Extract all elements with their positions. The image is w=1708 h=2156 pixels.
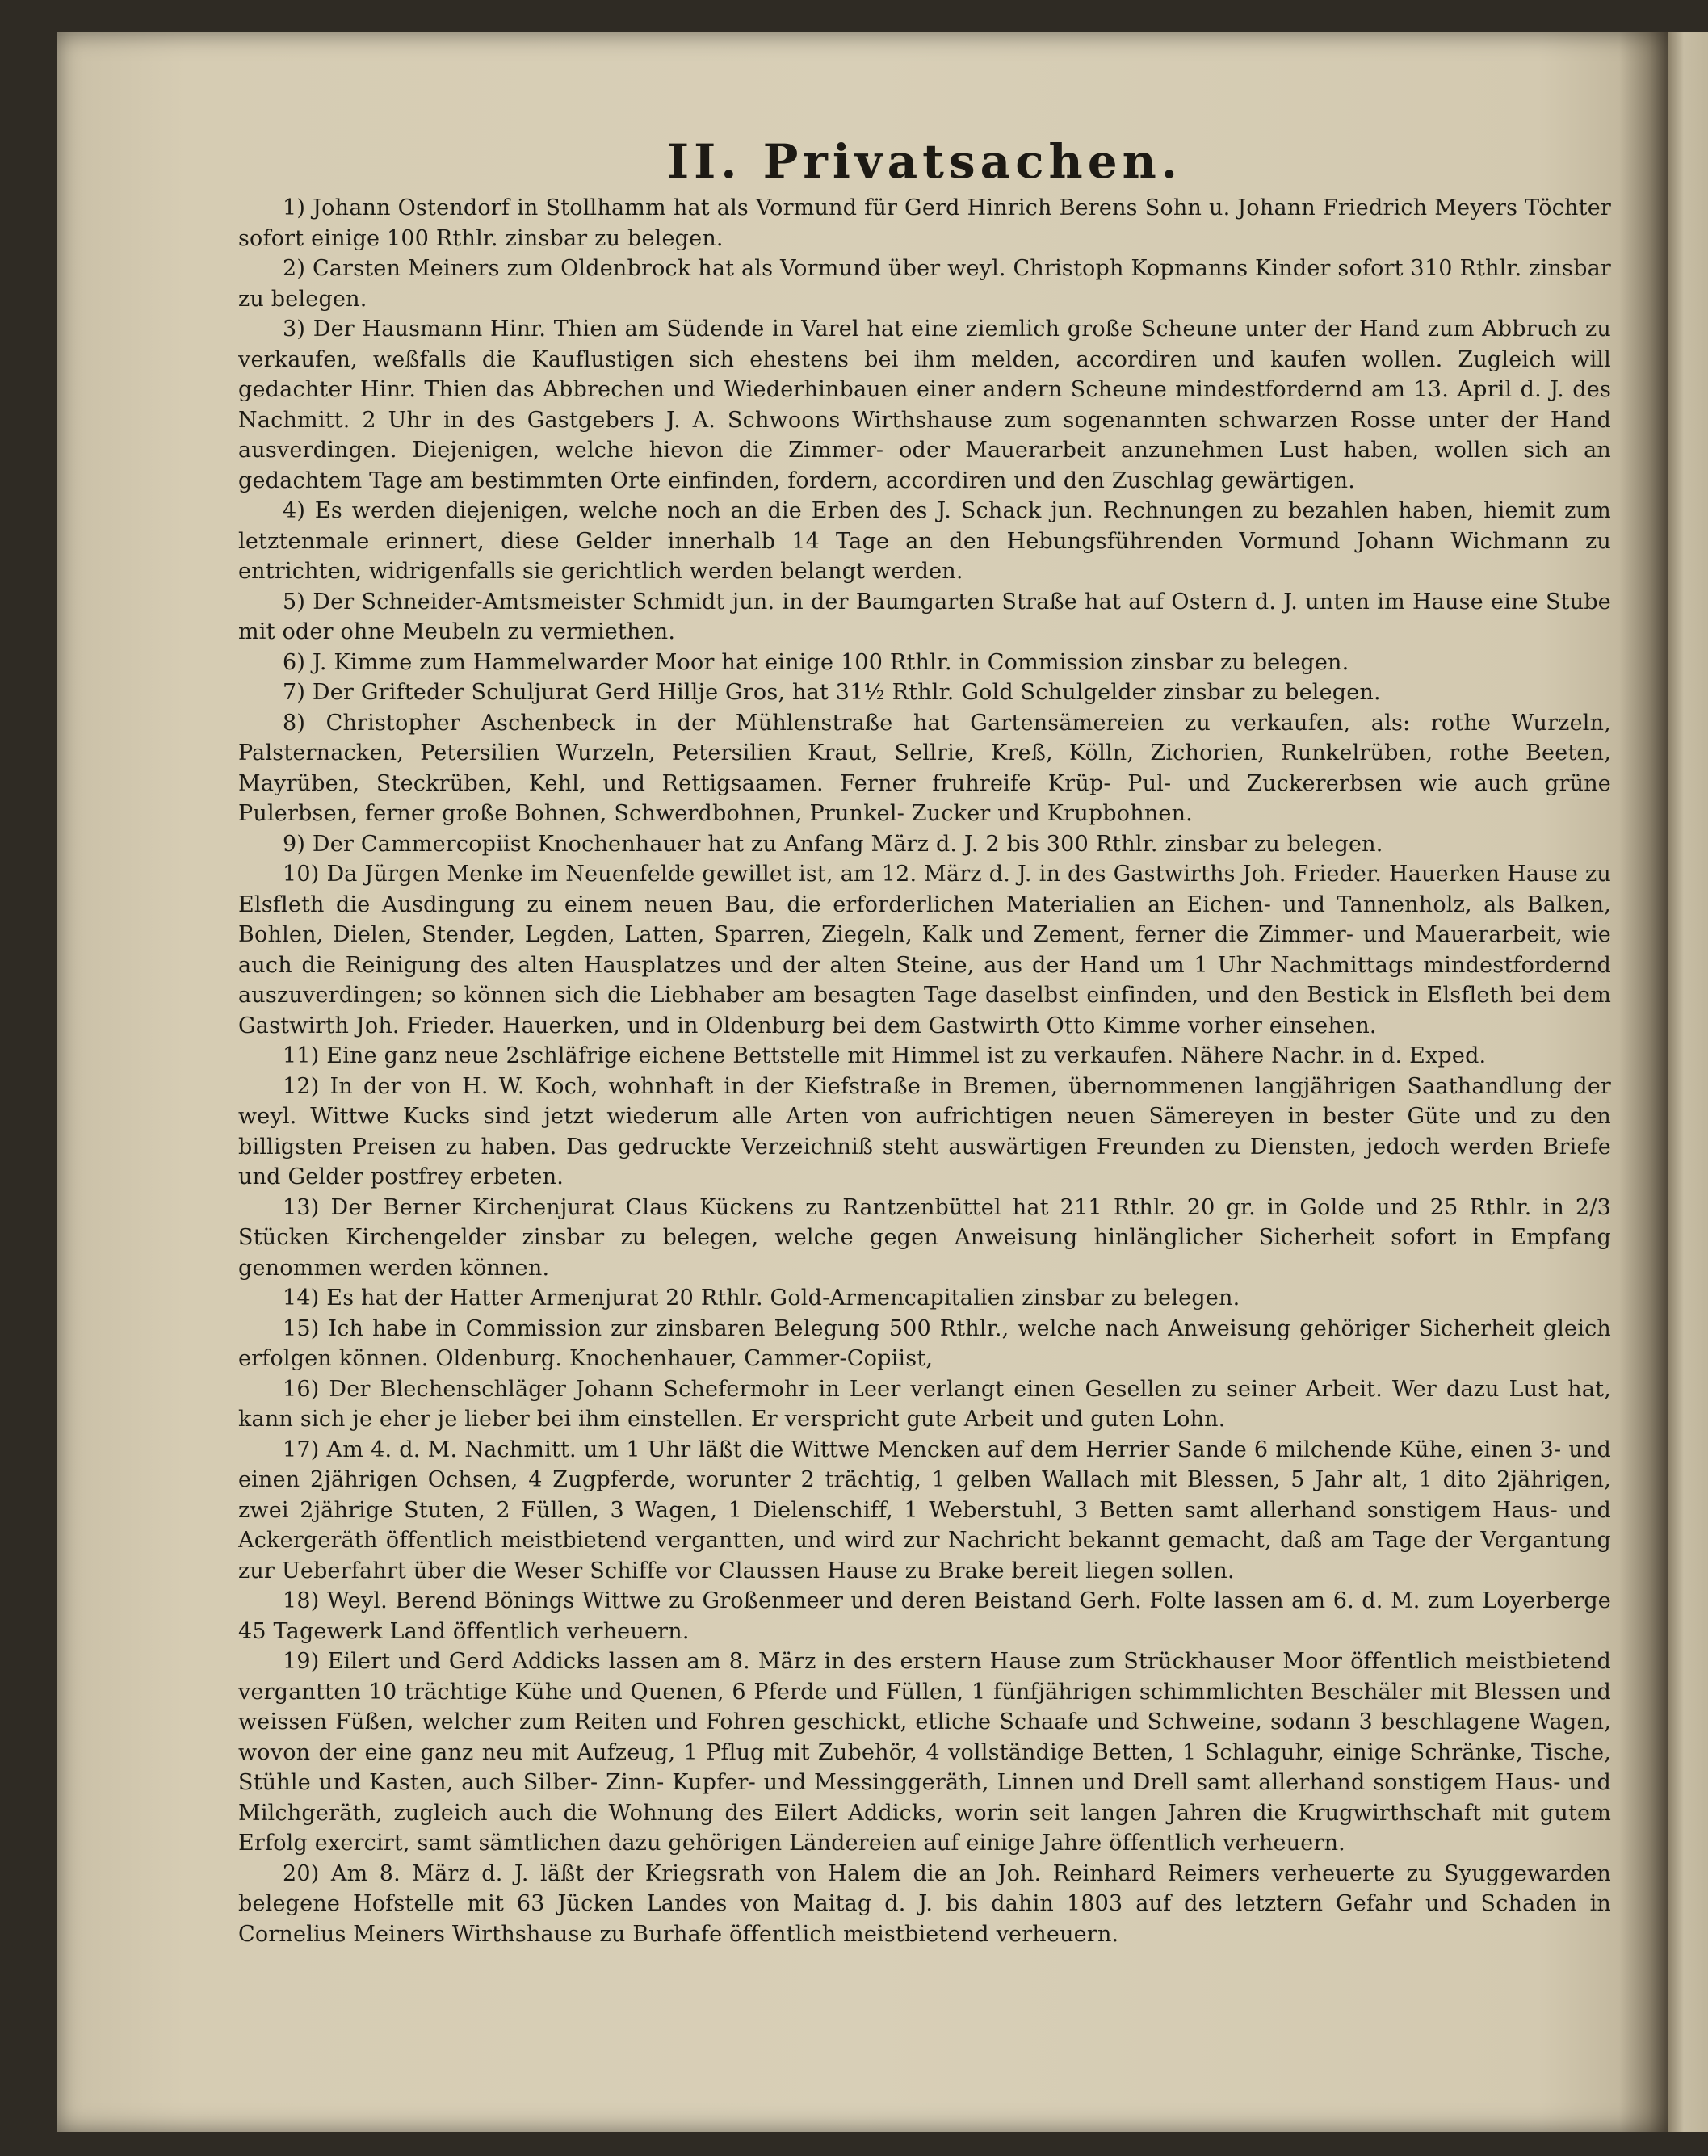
entry-text: Eilert und Gerd Addicks lassen am 8. März in des erstern Hause zum Strückhauser Moor öffentlich meistbietend vergantten 10 trächtige Kühe und Quenen, 6 Pferde und Füllen, 1 fünfjährigen schimmlichten Beschäler mit Blessen und weissen Füßen, welcher zum Reiten und Fohren geschickt, etliche Schaafe und Schweine, sodann 3 beschlagene Wagen, wovon der eine ganz neu mit Aufzeug, 1 Pflug mit Zubehör, 4 vollständige Betten, 1 Schlaguhr, einige Schränke, Tische, Stühle und Kasten, auch Silber- Zinn- Kupfer- und Messinggeräth, Linnen und Drell samt allerhand sonstigem Haus- und Milchgeräth, zugleich auch die Wohnung des Eilert Addicks, worin seit langen Jahren die Krugwirthschaft mit gutem Erfolg exercirt, samt sämtlichen dazu gehörigen Ländereien auf einige Jahre öffentlich verheuern. (238, 1649, 1611, 1856)
entry-text: Eine ganz neue 2schläfrige eichene Bettstelle mit Himmel ist zu verkaufen. Nähere Nachr. in d. Exped. (326, 1043, 1487, 1068)
notice-entry (238, 1859, 1611, 1950)
notice-entry (238, 677, 1611, 708)
entry-number: 4) (283, 498, 306, 523)
entry-number: 10) (283, 862, 320, 887)
notice-entry (238, 254, 1611, 314)
entry-number: 2) (283, 256, 306, 281)
notice-entry (238, 1193, 1611, 1284)
entry-text: Der Berner Kirchenjurat Claus Kückens zu Rantzenbüttel hat 211 Rthlr. 20 gr. in Golde und 25 Rthlr. in 2/3 Stücken Kirchengelder zinsbar zu belegen, welche gegen Anweisung hinlänglicher Sicherheit sofort in Empfang genommen werden können. (238, 1194, 1611, 1281)
section-heading: II. Privatsachen. (667, 134, 1182, 189)
entry-number: 20) (283, 1860, 320, 1886)
notice-entry (238, 1283, 1611, 1314)
entry-text: Da Jürgen Menke im Neuenfelde gewillet ist, am 12. März d. J. in des Gastwirths Joh. Frieder. Hauerken Hause zu Elsfleth die Ausdingung zu einem neuen Bau, die erforderlichen Materialien an Eichen- und Tannenholz, als Balken, Bohlen, Dielen, Stender, Legden, Latten, Sparren, Ziegeln, Kalk und Zement, ferner die Zimmer- und Mauerarbeit, wie auch die Reinigung des alten Hausplatzes und der alten Steine, aus der Hand um 1 Uhr Nachmittags mindestfordernd auszuverdingen; so können sich die Liebhaber am besagten Tage daselbst einfinden, und den Bestick in Elsfleth bei dem Gastwirth Joh. Frieder. Hauerken, und in Oldenburg bei dem Gastwirth Otto Kimme vorher einsehen. (238, 862, 1611, 1038)
notice-entry (238, 587, 1611, 648)
entry-number: 12) (283, 1073, 320, 1099)
entry-number: 8) (283, 710, 306, 736)
notice-entry (238, 829, 1611, 860)
notice-entry (238, 314, 1611, 496)
notice-entry (238, 1374, 1611, 1435)
entry-number: 1) (283, 195, 306, 220)
entry-number: 6) (283, 649, 306, 675)
entry-text: Christopher Aschenbeck in der Mühlenstraße hat Gartensämereien zu verkaufen, als: rothe Wurzeln, Palsternacken, Petersilien Wurzeln, Petersilien Kraut, Sellrie, Kreß, Kölln, Zichorien, Runkelrüben, rothe Beeten, Mayrüben, Steckrüben, Kehl, und Rettigsaamen. Ferner fruhreife Krüp- Pul- und Zuckererbsen wie auch grüne Pulerbsen, ferner große Bohnen, Schwerdbohnen, Prunkel- Zucker und Krupbohnen. (238, 710, 1611, 826)
entry-number: 18) (283, 1588, 320, 1613)
entry-text: Es werden diejenigen, welche noch an die Erben des J. Schack jun. Rechnungen zu bezahlen haben, hiemit zum letztenmale erinnert, diese Gelder innerhalb 14 Tage an den Hebungsführenden Vormund Johann Wichmann zu entrichten, widrigenfalls sie gerichtlich werden belangt werden. (238, 498, 1611, 584)
entry-text: Ich habe in Commission zur zinsbaren Belegung 500 Rthlr., welche nach Anweisung gehöriger Sicherheit gleich erfolgen können. Oldenburg. Knochenhauer, Cammer-Copiist, (238, 1315, 1611, 1371)
entry-number: 14) (283, 1286, 320, 1311)
entry-text: Am 8. März d. J. läßt der Kriegsrath von Halem die an Joh. Reinhard Reimers verheuerte zu Syuggewarden belegene Hofstelle mit 63 Jücken Landes von Maitag d. J. bis dahin 1803 auf des letztern Gefahr und Schaden in Cornelius Meiners Wirthshause zu Burhafe öffentlich meistbietend verheuern. (238, 1860, 1611, 1947)
entry-text: Johann Ostendorf in Stollhamm hat als Vormund für Gerd Hinrich Berens Sohn u. Johann Friedrich Meyers Töchter sofort einige 100 Rthlr. zinsbar zu belegen. (238, 195, 1611, 251)
notice-entry (238, 1646, 1611, 1859)
entry-number: 9) (283, 831, 306, 857)
notice-entry (238, 1435, 1611, 1587)
notice-entry (238, 1314, 1611, 1374)
entry-text: Der Blechenschläger Johann Schefermohr in Leer verlangt einen Gesellen zu seiner Arbeit. Wer dazu Lust hat, kann sich je eher je lieber bei ihm einstellen. Er verspricht gute Arbeit und guten Lohn. (238, 1376, 1611, 1432)
adjacent-page-edge (1668, 32, 1708, 2132)
entry-text: Weyl. Berend Bönings Wittwe zu Großenmeer und deren Beistand Gerh. Folte lassen am 6. d. M. zum Loyerberge 45 Tagewerk Land öffentlich verheuern. (238, 1588, 1611, 1644)
notice-entry (238, 648, 1611, 678)
entry-number: 15) (283, 1315, 320, 1341)
page-content (238, 133, 1611, 1990)
entry-number: 11) (283, 1043, 320, 1068)
notice-entry (238, 193, 1611, 254)
entry-text: Der Cammercopiist Knochenhauer hat zu Anfang März d. J. 2 bis 300 Rthlr. zinsbar zu belegen. (312, 831, 1383, 857)
notice-entry (238, 1072, 1611, 1193)
entry-number: 7) (283, 680, 306, 705)
entry-number: 19) (283, 1649, 320, 1674)
entry-number: 17) (283, 1437, 320, 1462)
notice-entry (238, 708, 1611, 829)
entry-text: Es hat der Hatter Armenjurat 20 Rthlr. Gold-Armencapitalien zinsbar zu belegen. (326, 1286, 1240, 1311)
notice-entry (238, 859, 1611, 1041)
entry-number: 16) (283, 1376, 320, 1402)
page-gutter-shadow (1619, 32, 1668, 2132)
entry-text: In der von H. W. Koch, wohnhaft in der Kiefstraße in Bremen, übernommenen langjährigen Saathandlung der weyl. Wittwe Kucks sind jetzt wiederum alle Arten von aufrichtigen neuen Sämereyen in bester Güte und zu den billigsten Preisen zu haben. Das gedruckte Verzeichniß steht auswärtigen Freunden zu Diensten, jedoch werden Briefe und Gelder postfrey erbeten. (238, 1073, 1611, 1189)
entry-text: Carsten Meiners zum Oldenbrock hat als Vormund über weyl. Christoph Kopmanns Kinder sofort 310 Rthlr. zinsbar zu belegen. (238, 256, 1611, 312)
entry-text: J. Kimme zum Hammelwarder Moor hat einige 100 Rthlr. in Commission zinsbar zu belegen. (312, 649, 1349, 675)
entry-text: Der Grifteder Schuljurat Gerd Hillje Gros, hat 31½ Rthlr. Gold Schulgelder zinsbar zu belegen. (312, 680, 1381, 705)
entry-number: 3) (283, 317, 306, 342)
entry-text: Der Hausmann Hinr. Thien am Südende in Varel hat eine ziemlich große Scheune unter der Hand zum Abbruch zu verkaufen, weßfalls die Kauflustigen sich ehestens bei ihm melden, accordiren und kaufen wollen. Zugleich will gedachter Hinr. Thien das Abbrechen und Wiederhinbauen einer andern Scheune mindestfordernd am 13. April d. J. des Nachmitt. 2 Uhr in des Gastgebers J. A. Schwoons Wirthshause zum sogenannten schwarzen Rosse unter der Hand ausverdingen. Diejenigen, welche hievon die Zimmer- oder Mauerarbeit anzunehmen Lust haben, wollen sich an gedachtem Tage am bestimmten Orte einfinden, fordern, accordiren und den Zuschlag gewärtigen. (238, 317, 1611, 493)
notice-entry (238, 496, 1611, 587)
notice-entry (238, 1041, 1611, 1072)
notice-entry (238, 1586, 1611, 1646)
entry-text: Der Schneider-Amtsmeister Schmidt jun. in der Baumgarten Straße hat auf Ostern d. J. unten im Hause eine Stube mit oder ohne Meubeln zu vermiethen. (238, 589, 1611, 644)
entry-number: 13) (283, 1194, 320, 1220)
entry-text: Am 4. d. M. Nachmitt. um 1 Uhr läßt die Wittwe Mencken auf dem Herrier Sande 6 milchende Kühe, einen 3- und einen 2jährigen Ochsen, 4 Zugpferde, worunter 2 trächtig, 1 gelben Wallach mit Blessen, 5 Jahr alt, 1 dito 2jährigen, zwei 2jährige Stuten, 2 Füllen, 3 Wagen, 1 Dielenschiff, 1 Weberstuhl, 3 Betten samt allerhand sonstigem Haus- und Ackergeräth öffentlich meistbietend vergantten, und wird zur Nachricht bekannt gemacht, daß am Tage der Vergantung zur Ueberfahrt über die Weser Schiffe vor Claussen Hause zu Brake bereit liegen sollen. (238, 1437, 1611, 1583)
entry-number: 5) (283, 589, 306, 615)
